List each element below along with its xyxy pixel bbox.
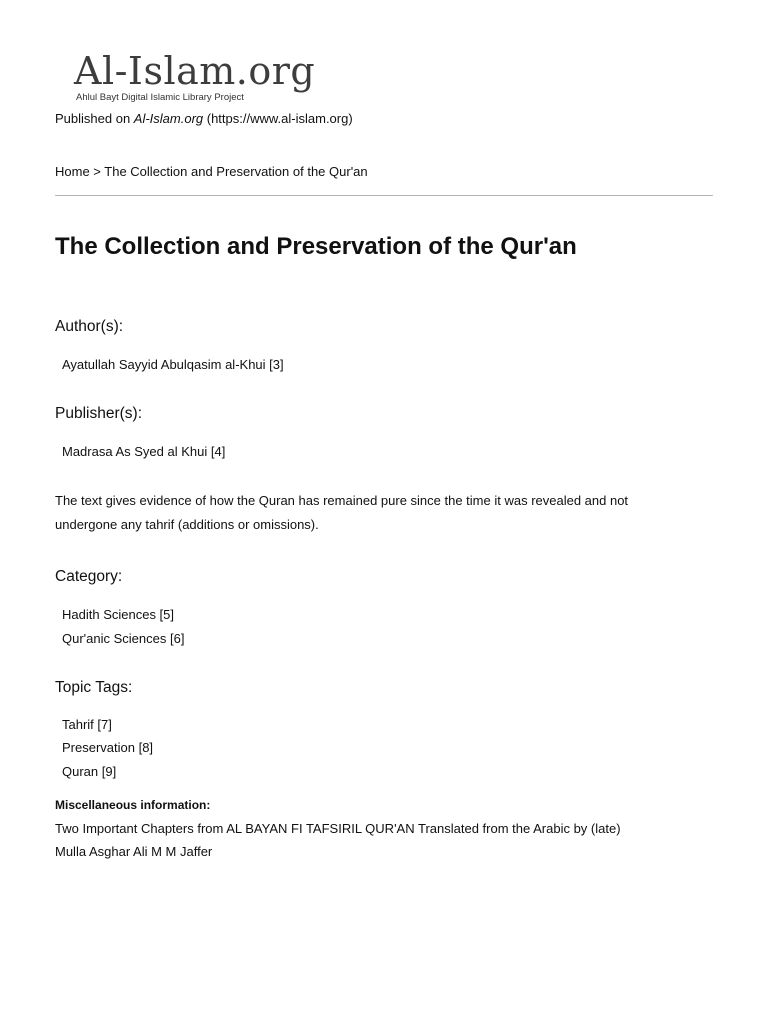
breadcrumb [55, 164, 368, 180]
published-site-link[interactable]: Al-Islam.org [133, 111, 204, 126]
breadcrumb-current: The Collection and Preservation of the Qur'an [104, 164, 368, 179]
category-link-quranic-sciences[interactable]: Qur'anic Sciences [6] [62, 631, 185, 646]
misc-info-line-2: Mulla Asghar Ali M M Jaffer [55, 844, 213, 859]
breadcrumb-home-link[interactable]: Home [55, 164, 90, 179]
logo-tagline: Ahlul Bayt Digital Islamic Library Project [76, 92, 244, 103]
category-heading: Category: [55, 568, 123, 585]
category-link-hadith-sciences[interactable]: Hadith Sciences [5] [62, 607, 175, 622]
publisher-link[interactable]: Madrasa As Syed al Khui [4] [62, 444, 226, 459]
published-url[interactable]: (https://www.al-islam.org) [203, 111, 353, 126]
tag-link-preservation[interactable]: Preservation [8] [62, 740, 154, 755]
authors-heading: Author(s): [55, 318, 124, 335]
tag-link-quran[interactable]: Quran [9] [62, 764, 117, 779]
author-link[interactable]: Ayatullah Sayyid Abulqasim al-Khui [3] [62, 357, 284, 372]
header-divider [55, 195, 713, 196]
published-prefix: Published on [55, 111, 134, 126]
tag-link-tahrif[interactable]: Tahrif [7] [62, 717, 112, 732]
misc-info-label: Miscellaneous information: [55, 798, 211, 812]
misc-info-line-1: Two Important Chapters from AL BAYAN FI TAFSIRIL QUR'AN Translated from the Arabic by (late) [55, 821, 621, 836]
site-logo[interactable] [74, 49, 316, 106]
logo-wordmark: Al-Islam.org [74, 49, 316, 93]
topic-tags-heading: Topic Tags: [55, 679, 133, 696]
page-title: The Collection and Preservation of the Qur'an [55, 233, 577, 260]
description-line-2: undergone any tahrif (additions or omissions). [55, 517, 319, 532]
description-line-1: The text gives evidence of how the Quran has remained pure since the time it was revealed and not [55, 493, 629, 508]
publishers-heading: Publisher(s): [55, 405, 142, 422]
breadcrumb-separator: > [89, 164, 105, 179]
published-on-line [55, 111, 353, 127]
